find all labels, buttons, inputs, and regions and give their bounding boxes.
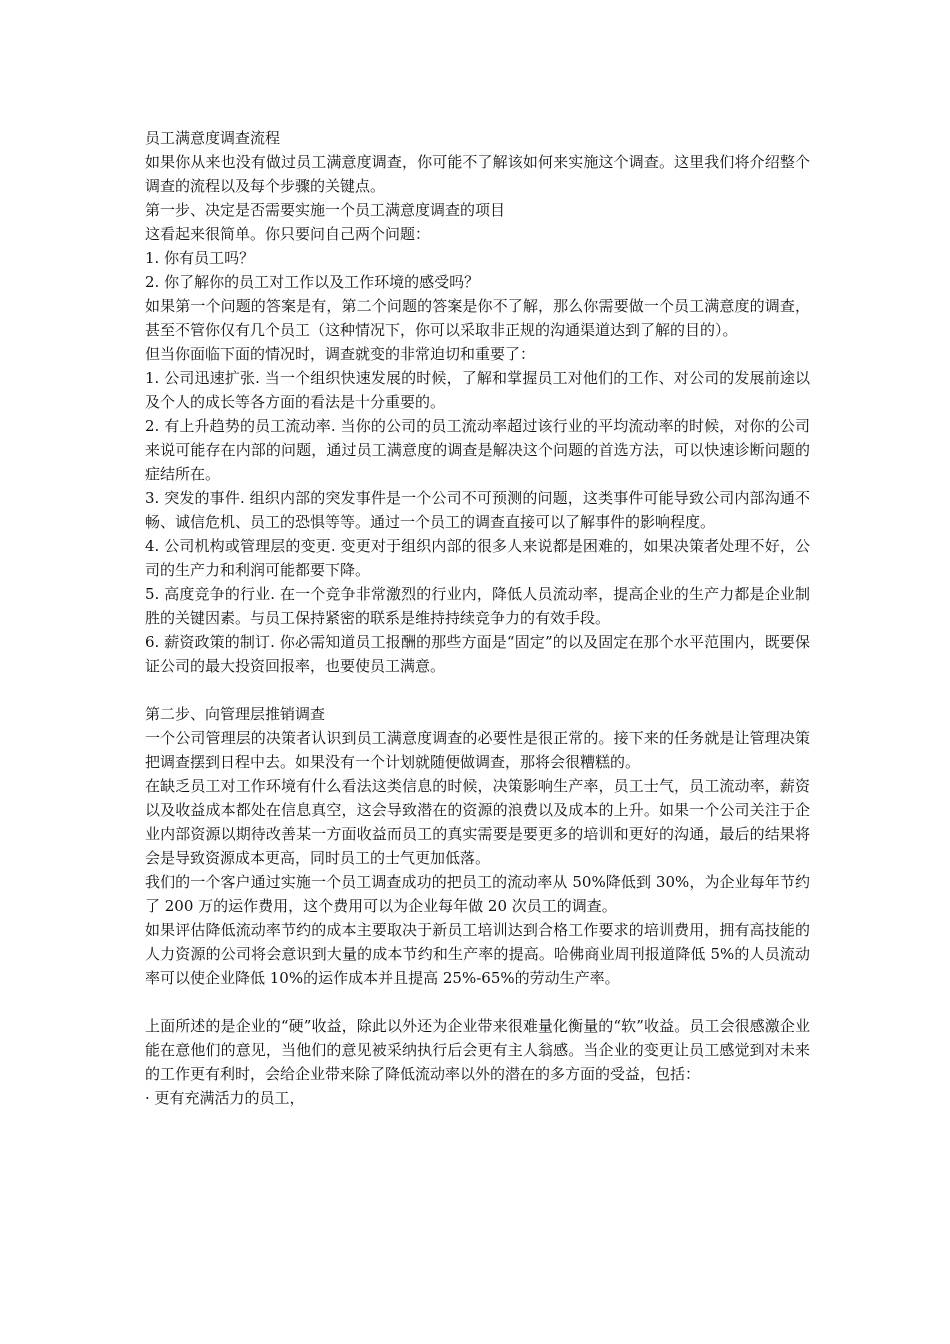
- list-item: 4. 公司机构或管理层的变更. 变更对于组织内部的很多人来说都是困难的，如果决策者处理不好，公司的生产力和利润可能都要下降。: [145, 537, 810, 579]
- blank-line: [145, 990, 810, 1014]
- list-item: 1. 公司迅速扩张. 当一个组织快速发展的时候，了解和掌握员工对他们的工作、对公司的发展前途以及个人的成长等各方面的看法是十分重要的。: [145, 369, 810, 411]
- list-item: 6. 薪资政策的制订. 你必需知道员工报酬的那些方面是“固定”的以及固定在那个水平范围内，既要保证公司的最大投资回报率，也要使员工满意。: [145, 633, 810, 675]
- question-2: 2. 你了解你的员工对工作以及工作环境的感受吗？: [145, 273, 480, 291]
- paragraph: 一个公司管理层的决策者认识到员工满意度调查的必要性是很正常的。接下来的任务就是让管理决策把调查摆到日程中去。如果没有一个计划就随便做调查，那将会很糟糕的。: [145, 729, 810, 771]
- list-item: 3. 突发的事件. 组织内部的突发事件是一个公司不可预测的问题，这类事件可能导致公司内部沟通不畅、诚信危机、员工的恐惧等等。通过一个员工的调查直接可以了解事件的影响程度。: [145, 489, 810, 531]
- bullet-item: · 更有充满活力的员工，: [145, 1089, 305, 1107]
- paragraph: 如果评估降低流动率节约的成本主要取决于新员工培训达到合格工作要求的培训费用，拥有高技能的人力资源的公司将会意识到大量的成本节约和生产率的提高。哈佛商业周刊报道降低 5%的人员流动率可以使企业降低 10%的运作成本并且提高 25%-65%的劳动生产率。: [145, 921, 810, 987]
- paragraph: 在缺乏员工对工作环境有什么看法这类信息的时候，决策影响生产率，员工士气，员工流动率，薪资以及收益成本都处在信息真空，这会导致潜在的资源的浪费以及成本的上升。如果一个公司关注于企业内部资源以期待改善某一方面收益而员工的真实需要是要更多的培训和更好的沟通，最后的结果将会是导致资源成本更高，同时员工的士气更加低落。: [145, 777, 810, 867]
- intro-paragraph: 如果你从来也没有做过员工满意度调查，你可能不了解该如何来实施这个调查。这里我们将介绍整个调查的流程以及每个步骤的关键点。: [145, 153, 810, 195]
- document-page: [145, 126, 810, 1110]
- step-one-heading: 第一步、决定是否需要实施一个员工满意度调查的项目: [145, 201, 506, 219]
- step-two-heading: 第二步、向管理层推销调查: [145, 705, 326, 723]
- question-1: 1. 你有员工吗？: [145, 249, 255, 267]
- list-item: 2. 有上升趋势的员工流动率. 当你的公司的员工流动率超过该行业的平均流动率的时候，对你的公司来说可能存在内部的问题，通过员工满意度的调查是解决这个问题的首选方法，可以快速诊断问题的症结所在。: [145, 417, 810, 483]
- blank-line: [145, 678, 810, 702]
- paragraph: 这看起来很简单。你只要问自己两个问题：: [145, 225, 431, 243]
- paragraph: 如果第一个问题的答案是有，第二个问题的答案是你不了解，那么你需要做一个员工满意度的调查，甚至不管你仅有几个员工（这种情况下，你可以采取非正规的沟通渠道达到了解的目的）。: [145, 297, 810, 339]
- list-item: 5. 高度竞争的行业. 在一个竞争非常激烈的行业内，降低人员流动率，提高企业的生产力都是企业制胜的关键因素。与员工保持紧密的联系是维持持续竞争力的有效手段。: [145, 585, 810, 627]
- paragraph: 但当你面临下面的情况时，调查就变的非常迫切和重要了：: [145, 345, 536, 363]
- paragraph: 我们的一个客户通过实施一个员工调查成功的把员工的流动率从 50%降低到 30%，为企业每年节约了 200 万的运作费用，这个费用可以为企业每年做 20 次员工的调查。: [145, 873, 810, 915]
- paragraph: 上面所述的是企业的“硬”收益，除此以外还为企业带来很难量化衡量的“软”收益。员工会很感激企业能在意他们的意见，当他们的意见被采纳执行后会更有主人翁感。当企业的变更让员工感觉到对未来的工作更有利时，会给企业带来除了降低流动率以外的潜在的多方面的受益，包括：: [145, 1017, 810, 1083]
- document-title: 员工满意度调查流程: [145, 129, 281, 147]
